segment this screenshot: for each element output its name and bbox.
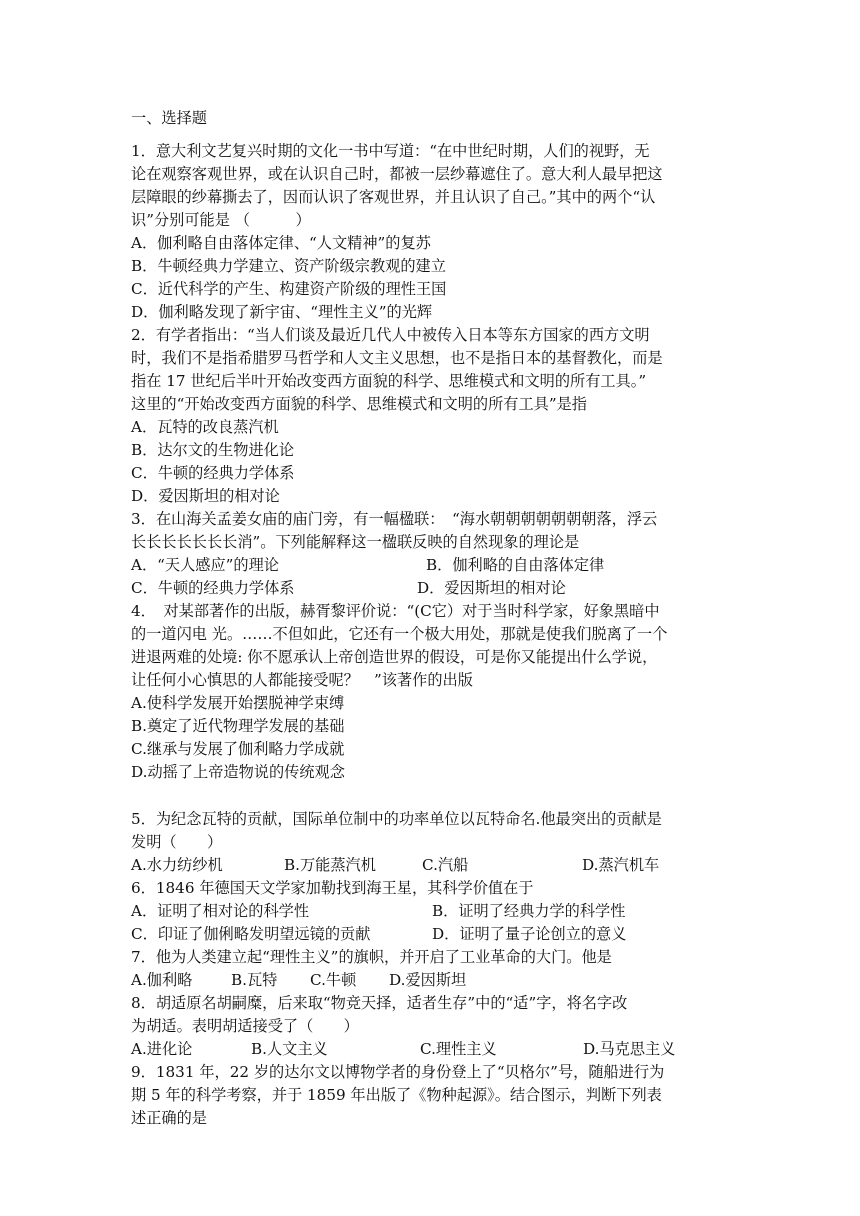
question-2-option-d: D．爱因斯坦的相对论	[131, 487, 280, 505]
question-5-option-c: C.汽船	[422, 856, 469, 874]
question-1-option-a: A．伽利略自由落体定律、“人文精神”的复苏	[131, 234, 431, 252]
question-1-option-b: B．牛顿经典力学建立、资产阶级宗教观的建立	[131, 257, 446, 275]
question-9-stem-line: 期 5 年的科学考察，并于 1859 年出版了《物种起源》。结合图示，判断下列表	[131, 1086, 662, 1104]
question-5-stem-line: 发明（ ）	[131, 833, 223, 851]
question-8-stem-line: 8．胡适原名胡嗣糜，后来取“物竞天择，适者生存”中的“适”字，将名字改	[131, 994, 628, 1012]
question-4-option-a: A.使科学发展开始摆脱神学束缚	[131, 694, 345, 712]
question-1-stem-line: 论在观察客观世界，或在认识自己时，都被一层纱幕遮住了。意大利人最早把这	[131, 165, 663, 183]
question-2-stem-line: 这里的“开始改变西方面貌的科学、思维模式和文明的所有工具”是指	[131, 395, 587, 413]
question-1-option-c: C．近代科学的产生、构建资产阶级的理性王国	[131, 280, 447, 298]
question-5-option-d: D.蒸汽机车	[582, 856, 660, 874]
question-6-option-c: C．印证了伽俐略发明望远镜的贡献	[131, 925, 371, 943]
question-5-option-b: B.万能蒸汽机	[284, 856, 376, 874]
section-title: 一、选择题	[131, 109, 207, 127]
question-3-stem-line: 长长长长长长长消”。下列能解释这一楹联反映的自然现象的理论是	[131, 533, 580, 551]
question-6-option-a: A．证明了相对论的科学性	[131, 902, 310, 920]
question-3-stem-line: 3．在山海关孟姜女庙的庙门旁，有一幅楹联： “海水朝朝朝朝朝朝朝落，浮云	[131, 510, 658, 528]
question-2-stem-line: 指在 17 世纪后半叶开始改变西方面貌的科学、思维模式和文明的所有工具。”	[131, 372, 647, 390]
question-7-stem-line: 7．他为人类建立起“理性主义”的旗帜，并开启了工业革命的大门。他是	[131, 948, 612, 966]
question-7-option-d: D.爱因斯坦	[389, 971, 467, 989]
question-2-option-c: C．牛顿的经典力学体系	[131, 464, 295, 482]
question-7-option-b: B.瓦特	[231, 971, 278, 989]
question-8-option-b: B.人文主义	[251, 1040, 328, 1058]
question-3-option-c: C．牛顿的经典力学体系	[131, 579, 295, 597]
question-4-option-d: D.动摇了上帝造物说的传统观念	[131, 763, 345, 781]
question-9-stem-line: 9．1831 年，22 岁的达尔文以博物学者的身份登上了“贝格尔”号，随船进行为	[131, 1063, 665, 1081]
question-4-stem-line: 让任何小心慎思的人都能接受呢？ ”该著作的出版	[131, 671, 473, 689]
question-6-option-b: B．证明了经典力学的科学性	[432, 902, 626, 920]
question-1-option-d: D．伽利略发现了新宇宙、“理性主义”的光辉	[131, 303, 433, 321]
question-8-option-a: A.进化论	[131, 1040, 193, 1058]
question-2-stem-line: 时，我们不是指希腊罗马哲学和人文主义思想，也不是指日本的基督教化，而是	[131, 349, 663, 367]
question-6-option-d: D．证明了量子论创立的意义	[432, 925, 627, 943]
question-7-option-a: A.伽利略	[131, 971, 193, 989]
question-3-option-a: A．“天人感应”的理论	[131, 556, 279, 574]
question-8-option-c: C.理性主义	[420, 1040, 497, 1058]
question-7-option-c: C.牛顿	[310, 971, 357, 989]
question-5-option-a: A.水力纺纱机	[131, 856, 223, 874]
question-9-stem-line: 述正确的是	[131, 1109, 207, 1127]
question-4-stem-line: 4． 对某部著作的出版，赫胥黎评价说：“(C它）对于当时科学家，好象黑暗中	[131, 602, 660, 620]
question-3-option-d: D．爱因斯坦的相对论	[417, 579, 566, 597]
question-2-stem-line: 2．有学者指出：“当人们谈及最近几代人中被传入日本等东方国家的西方文明	[131, 326, 650, 344]
question-6-stem-line: 6．1846 年德国天文学家加勒找到海王星，其科学价值在于	[131, 879, 534, 897]
question-3-option-b: B．伽利略的自由落体定律	[426, 556, 605, 574]
question-4-stem-line: 的一道闪电 光。……不但如此，它还有一个极大用处，那就是使我们脱离了一个	[131, 625, 668, 643]
question-1-stem-line: 1．意大利文艺复兴时期的文化一书中写道：“在中世纪时期，人们的视野，无	[131, 142, 650, 160]
question-4-option-b: B.奠定了近代物理学发展的基础	[131, 717, 345, 735]
question-4-stem-line: 进退两难的处境: 你不愿承认上帝创造世界的假设，可是你又能提出什么学说，	[131, 648, 658, 666]
question-1-stem-line: 识”分别可能是 （ ）	[131, 211, 311, 229]
question-4-option-c: C.继承与发展了伽利略力学成就	[131, 740, 345, 758]
question-8-stem-line: 为胡适。表明胡适接受了（ ）	[131, 1017, 359, 1035]
question-2-option-a: A．瓦特的改良蒸汽机	[131, 418, 279, 436]
question-1-stem-line: 层障眼的纱幕撕去了，因而认识了客观世界，并且认识了自己。”其中的两个“认	[131, 188, 656, 206]
question-5-stem-line: 5．为纪念瓦特的贡献，国际单位制中的功率单位以瓦特命名.他最突出的贡献是	[131, 810, 662, 828]
question-8-option-d: D.马克思主义	[583, 1040, 676, 1058]
question-2-option-b: B．达尔文的生物进化论	[131, 441, 295, 459]
